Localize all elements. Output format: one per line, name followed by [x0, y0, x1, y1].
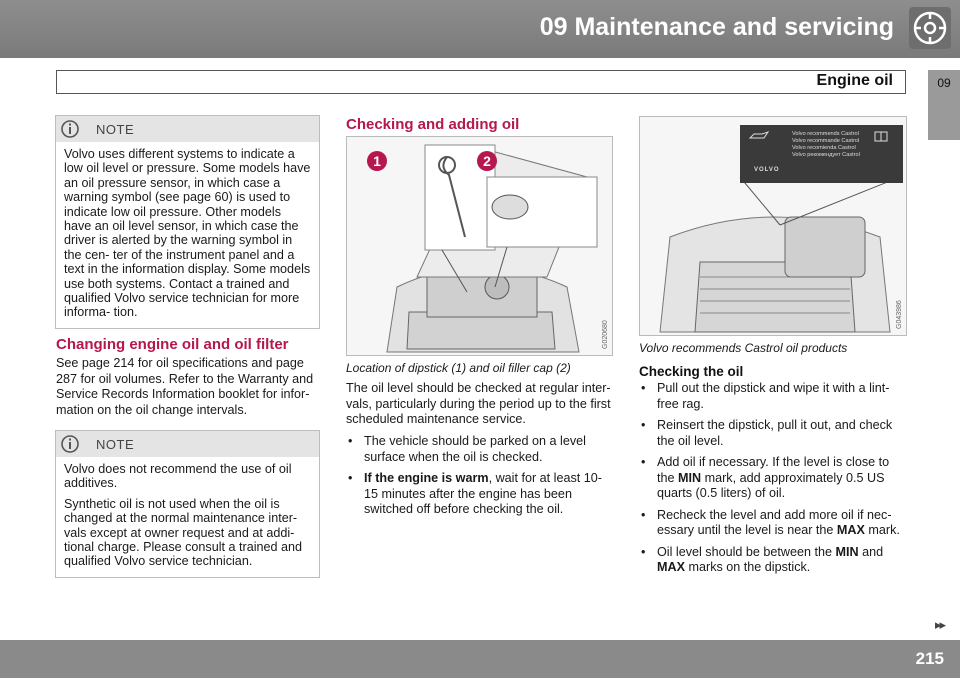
chapter-header: [0, 0, 960, 58]
heading-checking-adding-oil: Checking and adding oil: [346, 116, 520, 133]
heading-checking-the-oil: Checking the oil: [639, 364, 744, 379]
note-text: [56, 457, 319, 577]
castrol-label-line: Volvo рекомендует Castrol: [792, 152, 860, 158]
list-item: • If the engine is warm, wait for at least 10-15 minutes after the engine has been switched off before checking the oil.: [346, 471, 612, 518]
note-text: [56, 142, 319, 328]
chapter-tab-number: 09: [937, 76, 951, 90]
heading-changing-oil: Changing engine oil and oil filter: [56, 336, 289, 353]
list-item: • Add oil if necessary. If the level is close to the MIN mark, add approximately 0.5 US quarts (0.5 liters) of oil.: [639, 455, 907, 502]
note-paragraph: Synthetic oil is not used when the oil is changed at the normal maintenance inter- vals except at owner request and at addi- tional charge. Please consult a trained and qualified Volvo service technician.: [64, 496, 303, 569]
note-box-additives: [55, 430, 320, 578]
checking-oil-steps: [639, 381, 907, 582]
list-item: • Oil level should be between the MIN and MAX marks on the dipstick.: [639, 545, 907, 576]
checking-bullet-list: [346, 434, 612, 524]
figure-caption-dipstick: Location of dipstick (1) and oil filler cap (2): [346, 361, 571, 375]
note-paragraph: Volvo uses different systems to indicate a low oil level or pressure. Some models have an oil pressure sensor, in which case a warning symbol (see page 60) is used to indicate low oil pressure. Other models have an oil level sensor, in which case the driver is alerted by the warning symbol in the cen- ter of the instrument panel and a text in the information display. Some models use both systems. Contact a trained and qualified Volvo service technician for more informa- tion.: [64, 147, 311, 320]
manual-book-icon: [874, 131, 888, 142]
callout-badge-1: 1: [373, 153, 381, 169]
oil-can-icon: [748, 131, 770, 141]
section-bar: [56, 70, 906, 94]
changing-oil-text: See page 214 for oil specifications and page 287 for oil volumes. Refer to the Warranty and Service Records Information booklet for infor- mation on the oil change intervals.: [56, 356, 314, 417]
info-icon: [61, 120, 79, 138]
engine-bay-drawing: [347, 137, 613, 356]
chapter-title: 09 Maintenance and servicing: [539, 13, 894, 41]
note-paragraph: Volvo does not recommend the use of oil additives.: [64, 462, 292, 491]
checking-intro-text: The oil level should be checked at regular inter- vals, particularly during the period up to the first scheduled maintenance service.: [346, 381, 611, 426]
note-label: NOTE: [96, 122, 135, 137]
list-item: • The vehicle should be parked on a level surface when the oil is checked.: [346, 434, 612, 465]
note-header: [56, 116, 319, 142]
castrol-label-line: Volvo recomienda Castrol: [792, 145, 856, 151]
callout-badge-2: 2: [483, 153, 491, 169]
note-label: NOTE: [96, 437, 135, 452]
chapter-tab: [928, 70, 960, 140]
volvo-brand-text: VOLVO: [754, 167, 780, 173]
figure-caption-castrol: Volvo recommends Castrol oil products: [639, 341, 848, 355]
castrol-label-illustration: [639, 116, 907, 336]
castrol-label-line: Volvo recommande Castrol: [792, 138, 860, 144]
page-footer: [0, 640, 960, 678]
continued-arrows: ▸▸: [934, 617, 944, 632]
castrol-label-line: Volvo recommends Castrol: [792, 131, 859, 137]
page-number: 215: [915, 649, 944, 668]
list-item: • Reinsert the dipstick, pull it out, and check the oil level.: [639, 418, 907, 449]
section-title: Engine oil: [816, 72, 893, 89]
figure-code: G020680: [602, 320, 609, 349]
note-header: [56, 431, 319, 457]
list-item: • Pull out the dipstick and wipe it with a lint- free rag.: [639, 381, 907, 412]
info-icon: [61, 435, 79, 453]
list-item: • Recheck the level and add more oil if nec- essary until the level is near the MAX mark.: [639, 508, 907, 539]
engine-bay-illustration: [346, 136, 613, 356]
figure-code: G043986: [896, 300, 903, 329]
wrench-gear-icon: [909, 7, 951, 49]
note-box-oil-sensor: [55, 115, 320, 329]
engine-front-drawing: [640, 117, 907, 336]
